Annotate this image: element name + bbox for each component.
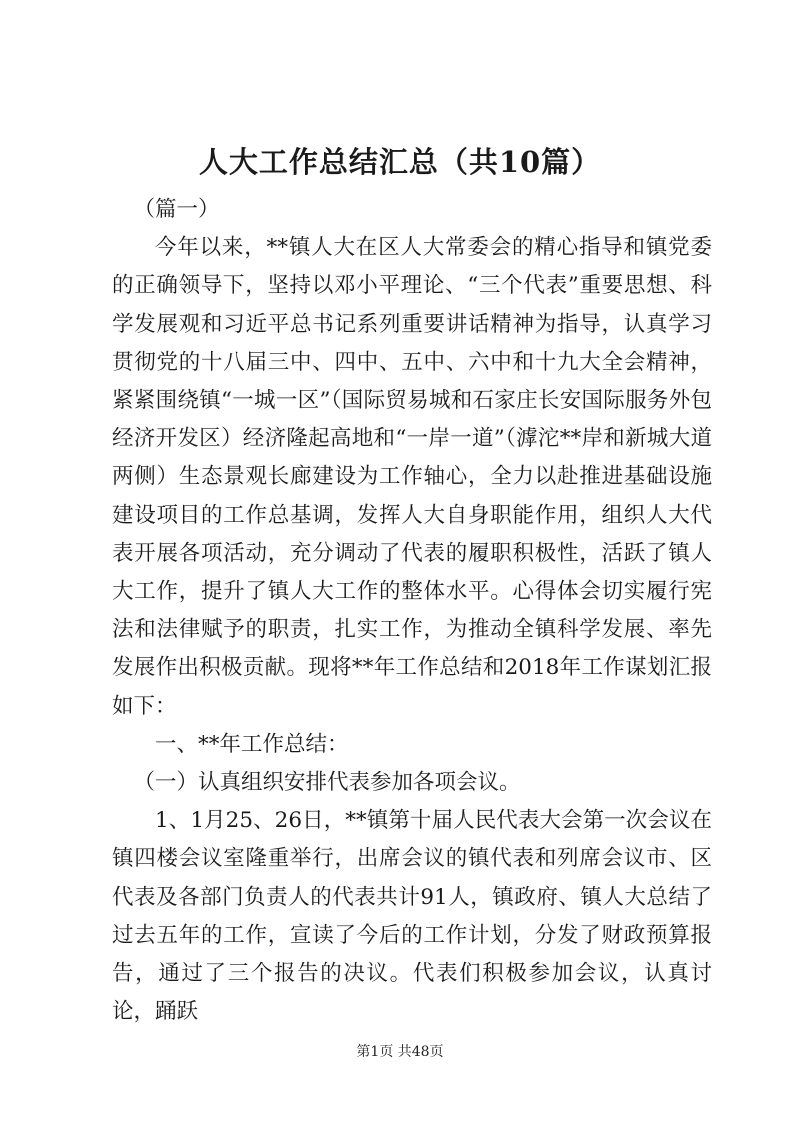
document-body xyxy=(112,191,712,1031)
paragraph-intro: 今年以来，**镇人大在区人大常委会的精心指导和镇党委的正确领导下，坚持以邓小平理论、“三个代表”重要思想、科学发展观和习近平总书记系列重要讲话精神为指导，认真学习贯彻党的十八届三中、四中、五中、六中和十九大全会精神，紧紧围绕镇“一城一区”（国际贸易城和石家庄长安国际服务外包经济开发区）经济隆起高地和“一岸一道”（滹沱**岸和新城大道两侧）生态景观长廊建设为工作轴心，全力以赴推进基础设施建设项目的工作总基调，发挥人大自身职能作用，组织人大代表开展各项活动，充分调动了代表的履职积极性，活跃了镇人大工作，提升了镇人大工作的整体水平。心得体会切实履行宪法和法律赋予的职责，扎实工作，为推动全镇科学发展、率先发展作出积极贡献。现将**年工作总结和2018年工作谋划汇报如下： xyxy=(112,235,712,719)
section-label: （篇一） xyxy=(133,197,220,222)
page-number-footer: 第1页 共48页 xyxy=(356,1044,444,1060)
document-title: 人大工作总结汇总（共10篇） xyxy=(198,145,602,179)
subheading-meetings: （一）认真组织安排代表参加各项会议。 xyxy=(133,770,521,796)
paragraph-item-1: 1、1月25、26日，**镇第十届人民代表大会第一次会议在镇四楼会议室隆重举行，出席会议的镇代表和列席会议市、区代表及各部门负责人的代表共计91人，镇政府、镇人大总结了过去五年的工作，宣读了今后的工作计划，分发了财政预算报告，通过了三个报告的决议。代表们积极参加会议，认真讨论，踊跃 xyxy=(112,808,712,1025)
heading-summary: 一、**年工作总结： xyxy=(155,731,349,757)
